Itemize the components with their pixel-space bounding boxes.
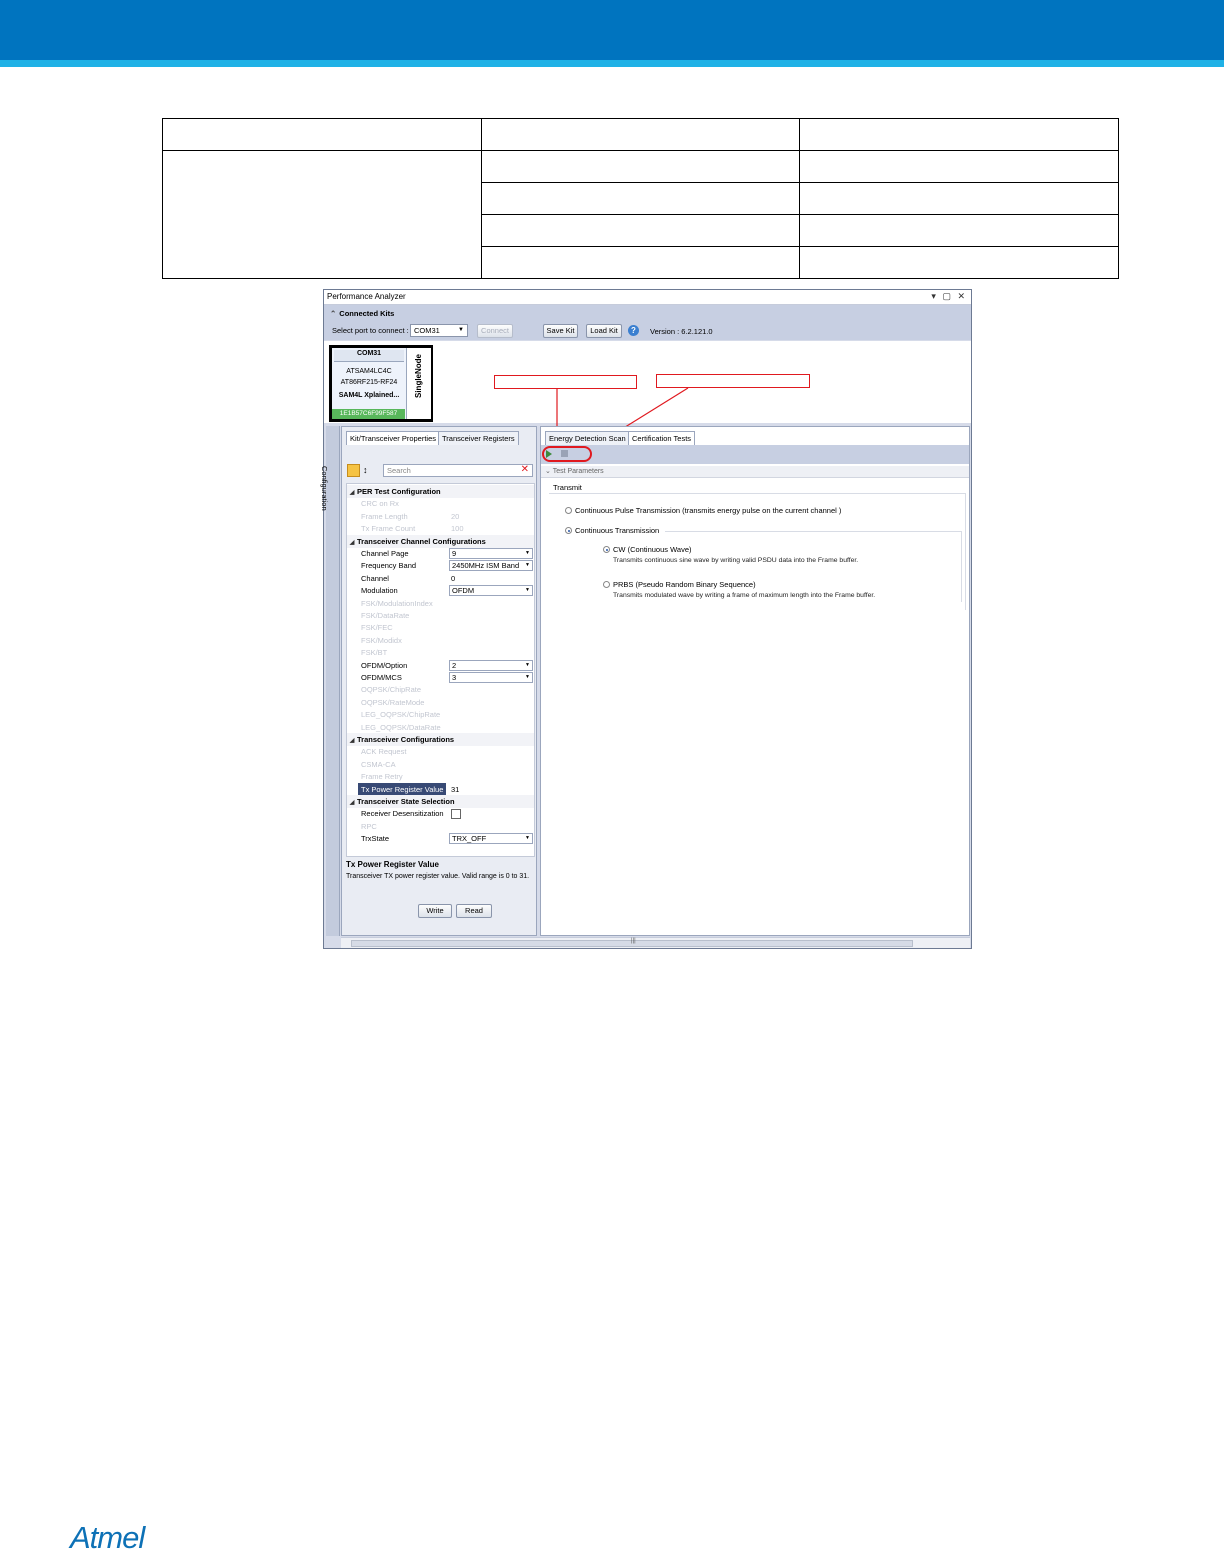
- property-category[interactable]: [347, 733, 534, 746]
- value-text: [449, 499, 451, 508]
- property-category[interactable]: [347, 795, 534, 808]
- property-grid: [346, 483, 535, 857]
- property-name: LEG_OQPSK/DataRate: [361, 722, 441, 732]
- table-header-cell: [800, 119, 1119, 151]
- tab-kit-transceiver-properties[interactable]: Kit/Transceiver Properties: [346, 431, 440, 445]
- property-name: OQPSK/ChipRate: [361, 685, 422, 695]
- expand-triangle-icon[interactable]: ◢: [349, 800, 355, 806]
- value-text: [449, 747, 451, 756]
- property-value[interactable]: [449, 671, 533, 684]
- table-cell: [481, 183, 800, 215]
- property-value: [449, 646, 533, 659]
- property-row: [347, 597, 534, 610]
- tab-transceiver-registers[interactable]: Transceiver Registers: [438, 431, 519, 445]
- property-name: FSK/FEC: [361, 623, 393, 633]
- property-value: [449, 708, 533, 721]
- cpt-radio[interactable]: [565, 507, 572, 514]
- property-value: [449, 510, 533, 523]
- property-row[interactable]: [347, 671, 534, 684]
- property-toolbar: [347, 464, 533, 478]
- property-value[interactable]: [449, 559, 533, 572]
- search-input[interactable]: [383, 464, 533, 477]
- property-row: [347, 758, 534, 771]
- description-title: Tx Power Register Value: [346, 860, 439, 869]
- property-name: OFDM/MCS: [361, 673, 402, 682]
- property-value: [449, 522, 533, 535]
- dropdown-value: TRX_OFF: [452, 834, 487, 844]
- property-row: [347, 522, 534, 535]
- version-text: Version : 6.2.121.0: [650, 327, 713, 336]
- load-kit-button[interactable]: Load Kit: [586, 324, 622, 338]
- categorized-icon[interactable]: [347, 464, 360, 477]
- category-label: Transceiver Configurations: [357, 735, 455, 744]
- property-row: [347, 820, 534, 833]
- performance-analyzer-window: [320, 289, 972, 949]
- property-row: [347, 510, 534, 523]
- value-text: [449, 710, 451, 719]
- kit-mode-label: SingleNode: [414, 353, 423, 398]
- property-name: FSK/DataRate: [361, 611, 410, 620]
- table-header-cell: [481, 119, 800, 151]
- property-dropdown[interactable]: [449, 833, 533, 844]
- property-value[interactable]: [449, 832, 533, 845]
- prbs-radio[interactable]: [603, 581, 610, 588]
- value-text: [449, 698, 451, 707]
- value-text: [449, 772, 451, 781]
- expand-triangle-icon[interactable]: ◢: [349, 539, 355, 546]
- configuration-sidebar[interactable]: [320, 426, 340, 936]
- property-name: OFDM/Option: [361, 660, 408, 670]
- dropdown-value: 3: [452, 673, 457, 682]
- ct-label: Continuous Transmission: [575, 526, 660, 535]
- transmit-group-label: Transmit: [553, 483, 582, 492]
- header-stripe: [0, 60, 1224, 67]
- ct-radio[interactable]: [565, 527, 572, 534]
- value-text: [449, 611, 451, 620]
- dropdown-value: 9: [452, 549, 457, 558]
- highlight-circle: [542, 446, 592, 462]
- help-icon[interactable]: ?: [628, 325, 639, 336]
- search-placeholder: Search: [387, 466, 411, 475]
- test-toolbar: [541, 445, 969, 464]
- property-row: [347, 646, 534, 659]
- property-name: Frame Retry: [361, 772, 403, 782]
- property-value: [449, 770, 533, 783]
- property-value: [449, 820, 533, 833]
- table-cell: [800, 215, 1119, 247]
- property-category[interactable]: [347, 485, 534, 498]
- port-select-value: COM31: [414, 326, 440, 335]
- value-text: [449, 648, 451, 657]
- property-row[interactable]: [347, 559, 534, 572]
- cw-description: Transmits continuous sine wave by writing valid PSDU data into the Frame buffer.: [613, 557, 859, 564]
- property-row: [347, 634, 534, 647]
- property-value[interactable]: [449, 659, 533, 672]
- property-row[interactable]: [347, 572, 534, 585]
- property-value[interactable]: [449, 807, 533, 820]
- property-name: Receiver Desensitization: [361, 809, 444, 819]
- value-text: [449, 623, 451, 632]
- property-row: [347, 609, 534, 622]
- property-name: CSMA-CA: [361, 759, 396, 769]
- kit-serial: 1E1B57C6F99F587: [332, 409, 405, 419]
- chevron-down-icon: ▼: [458, 327, 464, 333]
- property-row: [347, 745, 534, 758]
- window-title: Performance Analyzer: [327, 292, 406, 301]
- property-value: [449, 745, 533, 758]
- property-name: OQPSK/RateMode: [361, 697, 425, 707]
- port-label: Select port to connect :: [332, 326, 409, 335]
- property-value[interactable]: [449, 783, 533, 796]
- property-category[interactable]: [347, 535, 534, 548]
- tab-certification-tests[interactable]: Certification Tests: [628, 431, 695, 445]
- chevron-down-icon: ▼: [525, 550, 530, 556]
- property-row[interactable]: [347, 584, 534, 597]
- property-dropdown[interactable]: [449, 672, 533, 683]
- property-row[interactable]: [347, 783, 534, 796]
- category-label: Transceiver Channel Configurations: [357, 536, 486, 546]
- horizontal-scrollbar[interactable]: [341, 937, 970, 948]
- property-value: [449, 497, 533, 510]
- sort-alpha-icon[interactable]: ↕: [363, 465, 368, 475]
- property-row[interactable]: [347, 659, 534, 672]
- property-value: [449, 621, 533, 634]
- prbs-label: PRBS (Pseudo Random Binary Sequence): [613, 580, 756, 589]
- dropdown-value: OFDM: [452, 586, 475, 596]
- read-button[interactable]: Read: [456, 904, 492, 918]
- prbs-description: Transmits modulated wave by writing a frame of maximum length into the Frame buffer.: [613, 592, 876, 599]
- property-row[interactable]: [347, 807, 534, 820]
- table-header-cell: [163, 119, 482, 151]
- tab-energy-detection-scan[interactable]: Energy Detection Scan: [545, 431, 630, 445]
- collapse-icon: ⌃: [330, 309, 337, 318]
- test-panel: [540, 426, 970, 936]
- property-name: Modulation: [361, 586, 398, 596]
- property-value[interactable]: [449, 584, 533, 597]
- property-value: [449, 696, 533, 709]
- description-text: Transceiver TX power register value. Valid range is 0 to 31.: [346, 873, 530, 880]
- expand-triangle-icon[interactable]: ◢: [349, 738, 355, 744]
- test-parameters-title: Test Parameters: [552, 468, 604, 475]
- value-text: 0: [451, 573, 456, 583]
- property-value: [449, 758, 533, 771]
- property-dropdown[interactable]: [449, 548, 533, 559]
- table-merged-cell: [163, 151, 482, 279]
- value-text: [449, 685, 451, 694]
- write-button[interactable]: Write: [418, 904, 452, 918]
- property-name: Channel Page: [361, 549, 409, 558]
- connect-button[interactable]: Connect: [477, 324, 513, 338]
- property-value: [449, 634, 533, 647]
- connected-kits-title: Connected Kits: [339, 309, 395, 318]
- expand-triangle-icon[interactable]: ◢: [349, 490, 355, 496]
- property-row[interactable]: [347, 547, 534, 560]
- property-name: Frame Length: [361, 511, 408, 521]
- property-value: [449, 721, 533, 734]
- property-value: [449, 597, 533, 610]
- kit-board: SAM4L Xplained...: [338, 392, 400, 399]
- property-name: Channel: [361, 573, 389, 583]
- property-name: FSK/ModulationIndex: [361, 598, 433, 608]
- table-cell: [800, 151, 1119, 183]
- property-name: Frequency Band: [361, 561, 417, 571]
- property-dropdown[interactable]: [449, 585, 533, 596]
- table-cell: [481, 247, 800, 279]
- property-name: TrxState: [361, 834, 390, 844]
- property-value: [449, 609, 533, 622]
- properties-panel: [341, 426, 537, 936]
- value-text: [449, 723, 451, 732]
- value-text: 20: [451, 511, 460, 521]
- chevron-down-icon: ▼: [525, 674, 530, 680]
- cw-radio[interactable]: [603, 546, 610, 553]
- property-row: [347, 497, 534, 510]
- property-row: [347, 683, 534, 696]
- table-cell: [481, 151, 800, 183]
- property-dropdown[interactable]: [449, 660, 533, 671]
- property-dropdown[interactable]: [449, 560, 533, 571]
- property-name: ACK Request: [361, 747, 407, 757]
- checkbox[interactable]: [451, 809, 461, 819]
- property-name: FSK/Modidx: [361, 635, 402, 645]
- property-name: LEG_OQPSK/ChipRate: [361, 710, 441, 720]
- cw-label: CW (Continuous Wave): [613, 545, 692, 554]
- window-controls[interactable]: ▾ ▢ ✕: [931, 291, 967, 301]
- header-bar: [0, 0, 1224, 60]
- dropdown-value: 2450MHz ISM Band: [452, 561, 520, 571]
- property-row[interactable]: [347, 832, 534, 845]
- table-cell: [481, 215, 800, 247]
- property-name: Tx Power Register Value: [358, 783, 446, 796]
- value-text: [449, 599, 451, 608]
- property-name: FSK/BT: [361, 648, 388, 658]
- value-text: [449, 636, 451, 645]
- parameter-table: [162, 118, 1119, 279]
- category-label: Transceiver State Selection: [357, 797, 455, 806]
- dropdown-value: 2: [452, 660, 457, 670]
- test-parameters-header[interactable]: [541, 466, 969, 478]
- value-text: [449, 822, 451, 831]
- kit-transceiver: AT86RF215-RF24: [340, 379, 398, 386]
- property-value: [449, 683, 533, 696]
- chevron-down-icon: ▼: [525, 587, 530, 594]
- clear-search-icon[interactable]: ✕: [520, 464, 529, 475]
- property-row: [347, 721, 534, 734]
- cpt-label: Continuous Pulse Transmission (transmits energy pulse on the current channel ): [575, 506, 842, 515]
- property-name: Tx Frame Count: [361, 524, 416, 534]
- chevron-down-icon: ▼: [525, 661, 530, 668]
- scrollbar-grip-icon: |||: [631, 938, 636, 944]
- category-label: PER Test Configuration: [357, 487, 441, 496]
- configuration-label: Configuration: [320, 466, 329, 511]
- property-name: CRC on Rx: [361, 499, 399, 509]
- property-row: [347, 708, 534, 721]
- property-row: [347, 770, 534, 783]
- kit-port: COM31: [334, 350, 404, 362]
- kit-mcu: ATSAM4LC4C: [346, 368, 392, 375]
- property-name: RPC: [361, 821, 377, 831]
- table-cell: [800, 183, 1119, 215]
- table-cell: [800, 247, 1119, 279]
- chevron-down-icon: ▼: [525, 835, 530, 842]
- property-value[interactable]: [449, 547, 533, 560]
- property-row: [347, 621, 534, 634]
- value-text: 100: [451, 524, 464, 534]
- collapse-icon: ⌄: [545, 468, 551, 475]
- value-text: 31: [451, 784, 460, 794]
- value-text: [449, 760, 451, 769]
- save-kit-button[interactable]: Save Kit: [543, 324, 578, 338]
- chevron-down-icon: ▼: [525, 562, 530, 569]
- property-value[interactable]: [449, 572, 533, 585]
- property-row: [347, 696, 534, 709]
- atmel-logo: Atmel: [70, 1520, 145, 1555]
